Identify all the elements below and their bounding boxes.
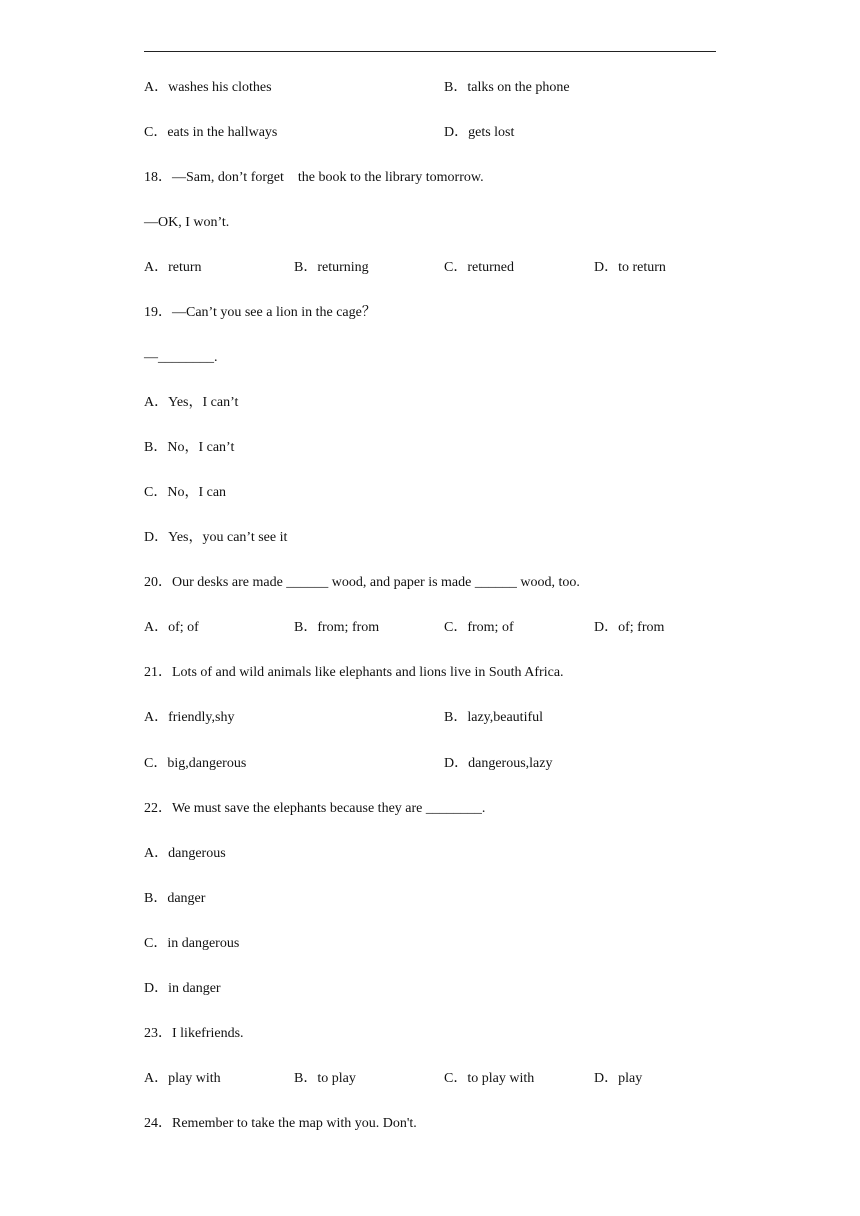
q21-stem: 21．Lots of and wild animals like elephants and lions live in South Africa. bbox=[144, 665, 564, 680]
q21-option-b: B．lazy,beautiful bbox=[444, 710, 544, 725]
q17-option-a: A．washes his clothes bbox=[144, 80, 272, 95]
q20-option-a: A．of; of bbox=[144, 620, 199, 635]
q19-option-d: D．Yes，you can’t see it bbox=[144, 530, 288, 545]
q23-stem: 23．I likefriends. bbox=[144, 1026, 244, 1041]
q24-stem: 24．Remember to take the map with you. Don't. bbox=[144, 1116, 417, 1131]
q19-stem: 19．—Can’t you see a lion in the cage？ bbox=[144, 305, 376, 320]
q22-option-a: A．dangerous bbox=[144, 846, 226, 861]
q23-option-d: D．play bbox=[594, 1071, 643, 1086]
q18-option-d: D．to return bbox=[594, 260, 666, 275]
q21-option-c: C．big,dangerous bbox=[144, 756, 247, 771]
q23-option-a: A．play with bbox=[144, 1071, 221, 1086]
q22-stem: 22．We must save the elephants because they are ________. bbox=[144, 801, 486, 816]
q20-stem: 20．Our desks are made ______ wood, and paper is made ______ wood, too. bbox=[144, 575, 580, 590]
q20-option-c: C．from; of bbox=[444, 620, 514, 635]
q23-option-b: B．to play bbox=[294, 1071, 356, 1086]
q19-option-b: B．No，I can’t bbox=[144, 440, 235, 455]
q18-option-c: C．returned bbox=[444, 260, 514, 275]
q18-option-a: A．return bbox=[144, 260, 202, 275]
q20-option-b: B．from; from bbox=[294, 620, 380, 635]
q17-option-b: B．talks on the phone bbox=[444, 80, 570, 95]
q21-option-d: D．dangerous,lazy bbox=[444, 756, 553, 771]
q22-option-c: C．in dangerous bbox=[144, 936, 240, 951]
q19-option-a: A．Yes，I can’t bbox=[144, 395, 239, 410]
header-rule bbox=[144, 51, 716, 52]
q17-option-d: D．gets lost bbox=[444, 125, 515, 140]
q18-option-b: B．returning bbox=[294, 260, 369, 275]
q19-option-c: C．No，I can bbox=[144, 485, 227, 500]
q18-reply: —OK, I won’t. bbox=[144, 215, 230, 230]
q20-option-d: D．of; from bbox=[594, 620, 665, 635]
q22-option-d: D．in danger bbox=[144, 981, 221, 996]
q21-option-a: A．friendly,shy bbox=[144, 710, 235, 725]
q19-reply: —________. bbox=[144, 350, 218, 365]
q17-option-c: C．eats in the hallways bbox=[144, 125, 278, 140]
q22-option-b: B．danger bbox=[144, 891, 206, 906]
q23-option-c: C．to play with bbox=[444, 1071, 535, 1086]
q18-stem: 18．—Sam, don’t forget the book to the library tomorrow. bbox=[144, 170, 484, 185]
